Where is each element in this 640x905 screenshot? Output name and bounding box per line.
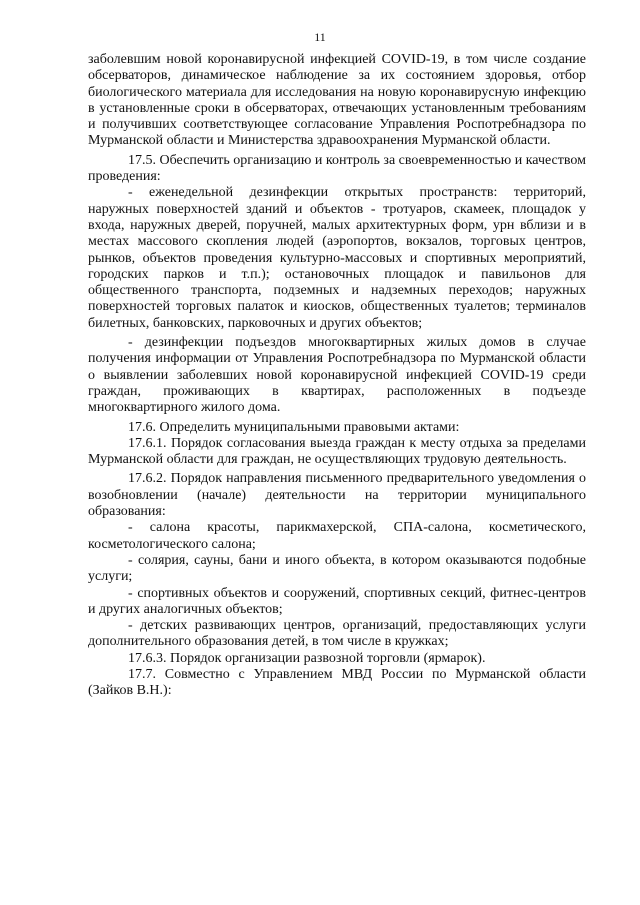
paragraph-17-6-3: 17.6.3. Порядок организации развозной торговли (ярмарок).	[128, 650, 486, 666]
paragraph-17-5: 17.5. Обеспечить организацию и контроль за своевременностью и качеством проведения:	[88, 152, 586, 185]
document-body	[88, 52, 586, 700]
paragraph-weekly-disinfection: - еженедельной дезинфекции открытых пространств: территорий, наружных поверхностей зданий и объектов - тротуаров, скамеек, площадок у входа, наружных дверей, поручней, малых архитектурных форм, урн вблизи и в местах массового скопления людей (аэропортов, вокзалов, торговых центров, рынков, объектов проведения культурно-массовых и спортивных мероприятий, городских парков и т.п.); остановочных площадок и павильонов для общественного транспорта, подземных и надземных переходов; наружных поверхностей торговых палаток и киосков, общественных туалетов; терминалов билетных, банковских, парковочных и других объектов;	[88, 185, 586, 331]
paragraph-17-7: 17.7. Совместно с Управлением МВД России по Мурманской области (Зайков В.Н.):	[88, 666, 586, 699]
paragraph-17-6: 17.6. Определить муниципальными правовыми актами:	[128, 419, 460, 435]
paragraph-17-6-2: 17.6.2. Порядок направления письменного предварительного уведомления о возобновлении (начале) деятельности на территории муниципального образования:	[88, 471, 586, 520]
paragraph-covid-observers: заболевшим новой коронавирусной инфекцией COVID-19, в том числе создание обсерваторов, динамическое наблюдение за их состоянием здоровья, отбор биологического материала для исследования на новую коронавирусную инфекцию в установленные сроки в обсерваторах, отвечающих установленным требованиям и получивших соответствующее согласование Управления Роспотребнадзора по Мурманской области и Министерства здравоохранения Мурманской области.	[88, 52, 586, 149]
paragraph-17-6-1: 17.6.1. Порядок согласования выезда граждан к месту отдыха за пределами Мурманской области для граждан, не осуществляющих трудовую деятельность.	[88, 435, 586, 468]
paragraph-sports-objects: - спортивных объектов и сооружений, спортивных секций, фитнес-центров и других аналогичных объектов;	[88, 585, 586, 617]
paragraph-solarium-sauna: - солярия, сауны, бани и иного объекта, в котором оказываются подобные услуги;	[88, 552, 586, 585]
paragraph-children-centers: - детских развивающих центров, организаций, предоставляющих услуги дополнительного образования детей, в том числе в кружках;	[88, 618, 586, 650]
paragraph-entrance-disinfection: - дезинфекции подъездов многоквартирных жилых домов в случае получения информации от Управления Роспотребнадзора по Мурманской области о выявлении заболевших новой коронавирусной инфекцией COVID-19 среди граждан, проживающих в квартирах, расположенных в подъезде многоквартирного жилого дома.	[88, 335, 586, 416]
page-number: 11	[314, 30, 326, 44]
paragraph-beauty-salon: - салона красоты, парикмахерской, СПА-салона, косметического, косметологического салона;	[88, 520, 586, 552]
